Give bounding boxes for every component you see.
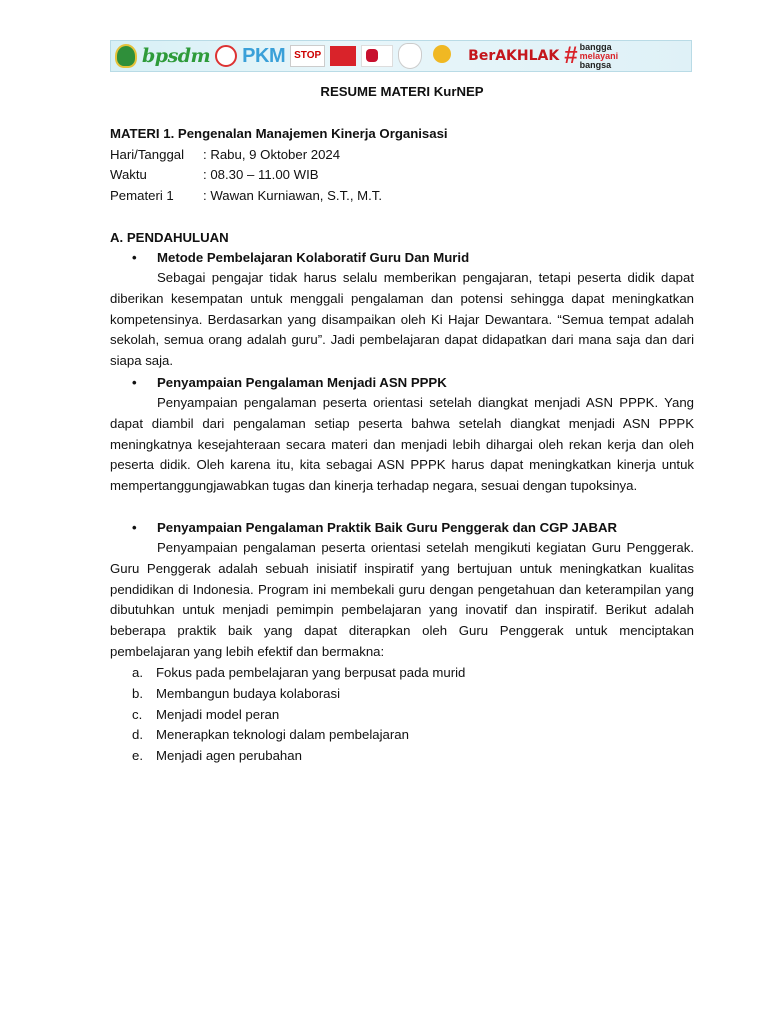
paragraph: Penyampaian pengalaman peserta orientasi setelah diangkat menjadi ASN PPPK. Yang dapat diambil dari pengalaman setiap peserta bahwa setelah diangkat menjadi ASN PPPK meningkatnya kesejahteraan secara materi dan menjadi lebih dihargai oleh rekan kerja dan oleh peserta didik. Oleh karena itu, kita sebagai ASN PPPK harus dapat meningkatkan kinerja untuk mempertanggungjawabkan tugas dan kinerja terhadap negara, sesuai dengan tupoksinya. xyxy=(110,395,694,494)
shield-emblem-logo xyxy=(398,43,422,69)
bangga-melayani-bangsa-text: bangga melayani bangsa xyxy=(579,41,619,70)
list-letter: d. xyxy=(132,727,143,742)
berakhlak-logo: BerAKHLAK xyxy=(468,48,560,64)
meta-label: Pemateri 1 xyxy=(110,188,174,203)
stop-violence-hand-logo xyxy=(361,45,393,67)
list-text: Menjadi model peran xyxy=(156,707,280,722)
meta-value: : Rabu, 9 Oktober 2024 xyxy=(203,147,341,162)
list-letter: a. xyxy=(132,665,143,680)
meta-label: Hari/Tanggal xyxy=(110,147,185,162)
stop-gratifikasi-logo: STOP xyxy=(290,45,325,67)
meta-value: : 08.30 – 11.00 WIB xyxy=(203,167,319,182)
list-text: Menerapkan teknologi dalam pembelajaran xyxy=(156,727,409,742)
list-text: Fokus pada pembelajaran yang berpusat pada murid xyxy=(156,665,466,680)
list-text: Membangun budaya kolaborasi xyxy=(156,686,341,701)
bullet-title: Metode Pembelajaran Kolaboratif Guru Dan Murid xyxy=(157,250,470,265)
red-campaign-logo xyxy=(330,46,356,66)
pkm-logo: PKM xyxy=(242,44,286,67)
ikrgs-logo xyxy=(427,43,463,69)
bullet-icon: • xyxy=(132,375,137,390)
meta-label: Waktu xyxy=(110,167,147,182)
bullet-icon: • xyxy=(132,250,137,265)
document-title: RESUME MATERI KurNEP xyxy=(320,84,484,99)
bangga-melayani-bangsa-logo xyxy=(564,43,618,69)
meta-row-date xyxy=(110,147,340,163)
list-letter: c. xyxy=(132,707,143,722)
list-letter: e. xyxy=(132,748,143,763)
paragraph: Sebagai pengajar tidak harus selalu memberikan pengajaran, tetapi peserta didik dapat diberikan kesempatan untuk menggali pengalaman dan potensi sehingga dapat meningkatkan kompetensinya. Berdasarkan yang disampaikan oleh Ki Hajar Dewantara. “Semua tempat adalah sekolah, semua orang adalah guru”. Jadi pembelajaran dapat didapatkan dari mana saja dan dari siapa saja. xyxy=(110,270,694,369)
bullet-title: Penyampaian Pengalaman Menjadi ASN PPPK xyxy=(157,375,447,390)
paragraph: Penyampaian pengalaman peserta orientasi setelah mengikuti kegiatan Guru Penggerak. Guru Penggerak adalah sebuah inisiatif inspiratif yang bertujuan untuk meningkatkan kualitas pendidikan di Indonesia. Program ini membekali guru dengan pengetahuan dan keterampilan yang dibutuhkan untuk menjadi pemimpin pembelajaran yang inovatif dan inspiratif. Berikut adalah beberapa praktik baik yang dapat diterapkan oleh Guru Penggerak untuk menciptakan pembelajaran yang lebih efektif dan bermakna: xyxy=(110,540,694,659)
meta-row-speaker xyxy=(110,188,382,204)
hashtag-icon: # xyxy=(564,42,578,69)
bpsdm-logo: bpsdm xyxy=(142,45,211,67)
list-letter: b. xyxy=(132,686,143,701)
meta-row-time xyxy=(110,167,319,183)
bullet-title: Penyampaian Pengalaman Praktik Baik Guru Penggerak dan CGP JABAR xyxy=(157,520,618,535)
circle-emblem-logo xyxy=(215,45,237,67)
jabar-emblem-logo xyxy=(115,44,137,68)
section-heading: A. PENDAHULUAN xyxy=(110,230,229,245)
bullet-icon: • xyxy=(132,520,137,535)
list-text: Menjadi agen perubahan xyxy=(156,748,302,763)
materi-heading: MATERI 1. Pengenalan Manajemen Kinerja Organisasi xyxy=(110,126,448,141)
meta-value: : Wawan Kurniawan, S.T., M.T. xyxy=(203,188,383,203)
header-logo-banner xyxy=(110,40,692,72)
